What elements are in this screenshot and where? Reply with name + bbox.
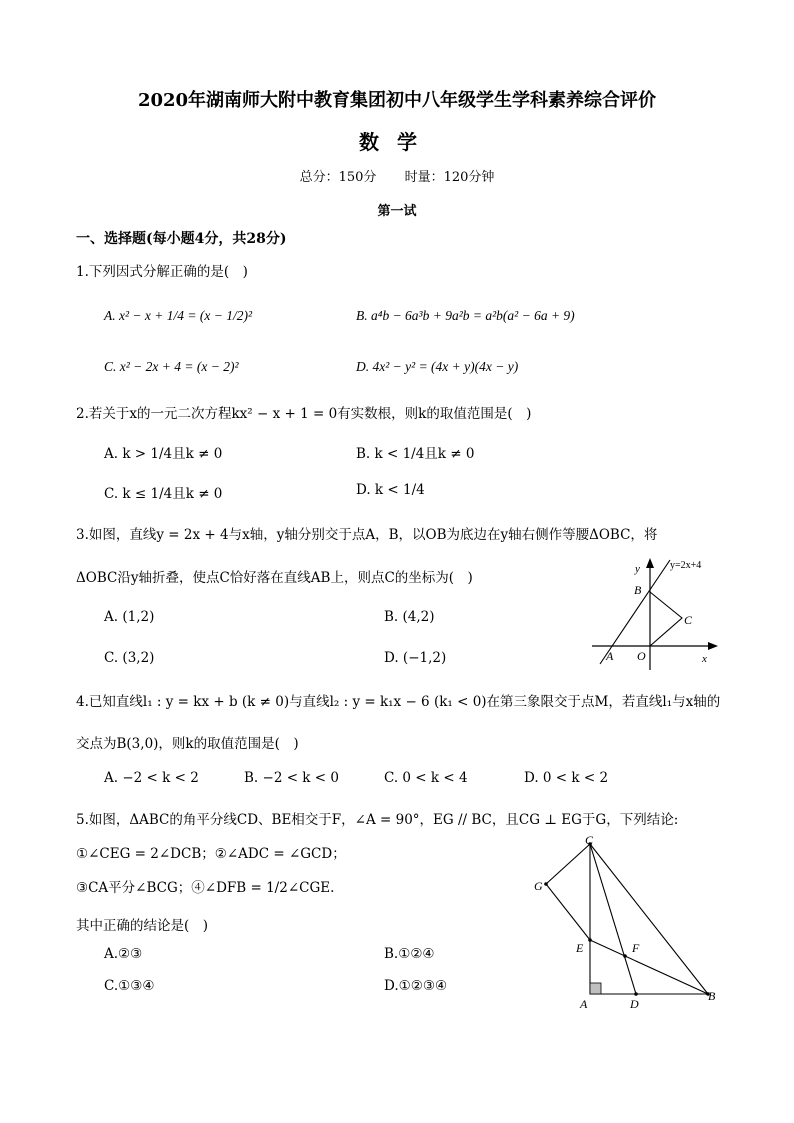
exam-meta [0, 166, 794, 185]
q4-stem-line1: 4.已知直线l₁ : y = kx + b (k ≠ 0)与直线l₂ : y = k₁x − 6 (k₁ < 0)在第三象限交于点M，若直线l₁与x轴的 [76, 694, 721, 710]
fig5-label-b: B [708, 989, 716, 1003]
point-d [634, 992, 638, 996]
fig5-label-g: G [534, 879, 543, 893]
fig3-label-y: y [635, 563, 640, 575]
q2-option-c: C. k ≤ 1/4且k ≠ 0 [104, 486, 223, 502]
exam-title: 2020年湖南师大附中教育集团初中八年级学生学科素养综合评价 [137, 90, 657, 111]
q3-stem-line2: ΔOBC沿y轴折叠，使点C恰好落在直线AB上，则点C的坐标为( ) [76, 570, 473, 586]
q4-stem-line2: 交点为B(3,0)，则k的取值范围是( ) [76, 736, 299, 752]
fig5-label-a: A [580, 997, 588, 1011]
triangle-obc [650, 592, 682, 646]
q1-stem: 1.下列因式分解正确的是( ) [76, 264, 248, 280]
q2-option-a: A. k > 1/4且k ≠ 0 [104, 446, 223, 462]
point-g [544, 882, 548, 886]
q2-option-b: B. k < 1/4且k ≠ 0 [356, 446, 475, 462]
total-score: 总分：150分 [299, 170, 377, 185]
part-label: 第一试 [377, 204, 417, 219]
q3-option-d: D. (−1,2) [384, 650, 447, 666]
fig3-label-c: C [684, 613, 693, 627]
fig5-label-d: D [630, 997, 639, 1011]
q2-stem: 2.若关于x的一元二次方程kx² − x + 1 = 0有实数根，则k的取值范围是( ) [76, 406, 532, 422]
q5-option-b: B.①②④ [384, 946, 435, 962]
y-axis-arrow [646, 558, 654, 568]
q4-option-a: A. −2 < k < 2 [104, 770, 199, 786]
q5-stem-line3: ③CA平分∠BCG；④∠DFB = 1/2∠CGE. [76, 880, 335, 896]
q1-option-d: D. 4x² − y² = (4x + y)(4x − y) [356, 359, 519, 374]
q2-option-d: D. k < 1/4 [356, 482, 425, 498]
point-e [588, 938, 592, 942]
q3-option-b: B. (4,2) [384, 609, 435, 625]
q5-option-d: D.①②③④ [384, 978, 448, 994]
fig3-label-a: A [606, 649, 614, 663]
q3-option-a: A. (1,2) [104, 609, 155, 625]
right-angle-mark [590, 983, 601, 994]
fig3-label-x: x [702, 653, 707, 665]
q3-figure [586, 552, 726, 674]
fig3-label-b: B [634, 583, 642, 597]
q3-option-c: C. (3,2) [104, 650, 155, 666]
fig5-label-f: F [632, 941, 640, 955]
q5-stem-line1: 5.如图，ΔABC的角平分线CD、BE相交于F，∠A = 90°，EG // BC，且CG ⊥ EG于G，下列结论: [76, 812, 679, 828]
x-axis-arrow [708, 642, 718, 650]
q4-option-c: C. 0 < k < 4 [384, 770, 468, 786]
section-heading: 一、选择题(每小题4分，共28分) [76, 231, 287, 247]
subject-title: 数学 [359, 130, 435, 154]
fig3-label-o: O [637, 649, 646, 663]
segment-be [590, 940, 708, 994]
time-limit: 时量：120分钟 [404, 170, 495, 185]
q4-option-b: B. −2 < k < 0 [244, 770, 339, 786]
point-f [623, 954, 627, 958]
segment-cd [590, 844, 636, 994]
q5-figure [528, 834, 724, 1014]
q1-option-b: B. a⁴b − 6a³b + 9a²b = a²b(a² − 6a + 9) [356, 308, 575, 323]
q4-option-d: D. 0 < k < 2 [524, 770, 609, 786]
triangle-abc [590, 844, 708, 994]
segment-cg [546, 844, 590, 884]
q1-option-c: C. x² − 2x + 4 = (x − 2)² [104, 359, 239, 374]
q5-option-a: A.②③ [104, 946, 143, 962]
fig3-line-label: y=2x+4 [670, 560, 702, 571]
q5-stem-line2: ①∠CEG = 2∠DCB；②∠ADC = ∠GCD； [76, 846, 346, 862]
q1-option-a: A. x² − x + 1/4 = (x − 1/2)² [104, 308, 252, 323]
segment-eg [546, 884, 590, 940]
fig5-label-e: E [576, 941, 584, 955]
q5-option-c: C.①③④ [104, 978, 155, 994]
q5-stem-line4: 其中正确的结论是( ) [76, 918, 209, 934]
q3-stem-line1: 3.如图，直线y = 2x + 4与x轴，y轴分别交于点A，B，以OB为底边在y轴右侧作等腰ΔOBC，将 [76, 527, 658, 543]
fig5-label-c: C [585, 834, 594, 847]
